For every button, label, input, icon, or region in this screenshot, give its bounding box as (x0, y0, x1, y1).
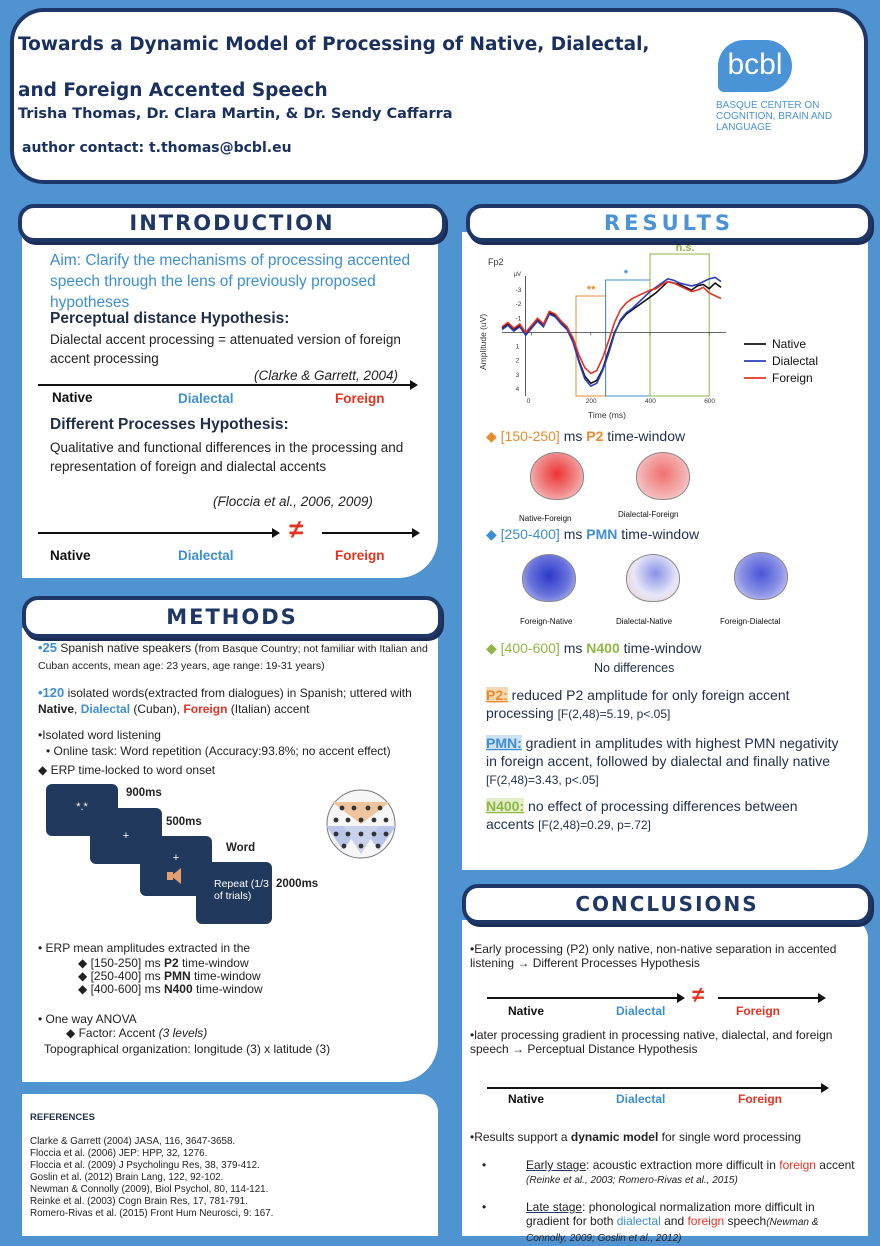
methods-stimuli (38, 685, 438, 717)
trial-time-500: 500ms (166, 816, 202, 828)
result-summary-p2-text: reduced P2 amplitude for only foreign accent processing (486, 687, 790, 721)
erp-window-n400-range: ◆ [400-600] ms (78, 982, 164, 996)
x-tick-label: 200 (585, 398, 597, 405)
result-window-n400-comp: N400 (586, 640, 620, 656)
late-stage-and: and (660, 1214, 688, 1228)
x-tick-label: 600 (704, 398, 716, 405)
late-stage-cite: (Newman & Connolly, 2009; Goslin et al., 2012) (526, 1217, 819, 1244)
reference-item: Goslin et al. (2012) Brain Lang, 122, 92-102. (30, 1172, 224, 1183)
early-stage-desc: : acoustic extraction more difficult in (586, 1158, 780, 1172)
label-dialectal-1: Dialectal (178, 391, 234, 406)
arrow-line-2a (38, 532, 278, 534)
result-window-pmn-rest: time-window (617, 526, 700, 542)
results-banner: RESULTS (466, 204, 872, 242)
aim-label: Aim (50, 252, 77, 269)
concl-label-dialectal-2: Dialectal (616, 1092, 666, 1106)
hypothesis-2-text: Qualitative and functional differences in the processing and representation of foreign and dialectal accents (50, 440, 404, 474)
result-summary-p2-stat: [F(2,48)=5.19, p<.05] (557, 707, 671, 721)
early-stage-accent: accent (815, 1158, 855, 1172)
topomap-foreign-native (522, 554, 576, 602)
y-tick-label: -3 (515, 287, 522, 295)
early-stage-cite: (Reinke et al., 2003; Romero-Rivas et al., 2015) (526, 1175, 738, 1186)
result-summary-n400-label: N400: (486, 798, 525, 814)
result-window-n400 (486, 640, 701, 657)
series-line-foreign (502, 282, 721, 374)
methods-task: • Online task: Word repetition (Accuracy:93.8%; no accent effect) (46, 744, 391, 758)
aim-body: : Clarify the mechanisms of processing accented speech through the lens of previously proposed hypotheses (50, 252, 411, 311)
erp-chart (474, 240, 854, 426)
anova-factor-levels: (3 levels) (158, 1026, 208, 1040)
stimuli-comma: , (74, 702, 81, 716)
not-equal-symbol: ≠ (289, 514, 304, 544)
result-window-pmn-ms: ms (559, 526, 587, 542)
conclusion-dynamic-bold: dynamic model (570, 1130, 659, 1144)
stimuli-count: •120 (38, 685, 65, 700)
y-tick-label: 1 (515, 343, 520, 351)
participants-detail: from Basque Country; not familiar with Italian and Cuban accents, mean age: 23 years, age range: 19-31 years) (38, 643, 428, 672)
erp-window-p2-comp: P2 (163, 956, 179, 970)
erp-window-n400-rest: time-window (192, 982, 263, 996)
time-window-significance: ** (586, 284, 596, 296)
y-tick-label: 2 (515, 357, 520, 365)
trial-time-900: 900ms (126, 787, 162, 799)
topographical-organization: Topographical organization: longitude (3) x latitude (3) (44, 1042, 331, 1056)
conclusion-dynamic-pre: •Results support a (470, 1130, 571, 1144)
conclusion-early: •Early processing (P2) only native, non-native separation in accented listening → Different Processes Hypothesis (470, 942, 837, 970)
methods-erp-onset: ◆ ERP time-locked to word onset (38, 763, 216, 777)
result-window-n400-rest: time-window (619, 640, 702, 656)
author-contact: author contact: t.thomas@bcbl.eu (22, 140, 292, 156)
concl-label-native-2: Native (508, 1092, 545, 1106)
poster-title: Towards a Dynamic Model of Processing of Native, Dialectal, and Foreign Accented Speech (18, 34, 650, 101)
legend-label-native: Native (772, 337, 807, 351)
bcbl-logo (716, 40, 846, 133)
trial-card-repeat: Repeat (1/3 of trials) (196, 862, 272, 924)
stimuli-foreign: Foreign (183, 702, 228, 716)
result-window-pmn-bullet: ◆ (486, 526, 501, 542)
methods-participants (38, 640, 438, 674)
result-summary-p2 (486, 686, 846, 723)
concl-label-native-1: Native (508, 1004, 545, 1018)
result-window-n400-bullet: ◆ (486, 640, 501, 656)
late-stage-dialectal: dialectal (616, 1214, 661, 1228)
late-stage-label: Late stage (526, 1200, 583, 1214)
chart-title: Fp2 (488, 257, 504, 267)
anova-factor (66, 1025, 466, 1041)
y-tick-label: -1 (515, 315, 522, 323)
result-summary-pmn-text: gradient in amplitudes with highest PMN negativity in foreign accent, followed by dialectal and finally native (486, 735, 839, 769)
y-tick-label: 3 (515, 371, 520, 379)
time-window-significance: n.s. (675, 242, 695, 254)
poster-authors: Trisha Thomas, Dr. Clara Martin, & Dr. Sendy Caffarra (18, 106, 453, 122)
early-stage-foreign: foreign (779, 1158, 816, 1172)
stimuli-italian: (Italian) accent (227, 702, 310, 716)
erp-window-p2-range: ◆ [150-250] ms (78, 956, 164, 970)
result-summary-n400 (486, 797, 846, 834)
early-stage-label: Early stage (526, 1158, 587, 1172)
reference-item: Newman & Connolly (2009), Biol Psychol, 80, 114-121. (30, 1184, 269, 1195)
concl-label-foreign-2: Foreign (738, 1092, 782, 1106)
anova-title: • One way ANOVA (38, 1012, 137, 1026)
trial-word-label: Word (226, 842, 256, 854)
result-window-p2-range: [150-250] (500, 428, 560, 444)
hypothesis-2-title: Different Processes Hypothesis: (50, 416, 289, 433)
trial-card-fixation: *.* (46, 784, 118, 836)
hypothesis-2-cite: (Floccia et al., 2006, 2009) (213, 494, 373, 509)
label-dialectal-2: Dialectal (178, 548, 234, 563)
early-stage-bullet: • (482, 1158, 487, 1172)
logo-badge: bcbl (718, 40, 792, 92)
erp-window-pmn-rest: time-window (190, 969, 261, 983)
topomap-dialectal-native (626, 554, 680, 602)
result-window-p2-rest: time-window (603, 428, 686, 444)
references-title: REFERENCES (30, 1112, 95, 1123)
methods-banner: METHODS (22, 596, 442, 638)
trial-card-cross: + (90, 808, 162, 864)
x-tick-label: 400 (645, 398, 656, 405)
hypothesis-1-title: Perceptual distance Hypothesis: (50, 310, 290, 327)
hypothesis-1-cite: (Clarke & Garrett, 2004) (254, 368, 399, 383)
trial-card-word-cross: + (172, 852, 180, 864)
result-summary-p2-label: P2: (486, 687, 508, 703)
erp-window-n400-comp: N400 (163, 982, 193, 996)
result-window-p2-bullet: ◆ (486, 428, 501, 444)
late-stage-desc: : phonological normalization more difficult in gradient for both (526, 1200, 815, 1228)
hypothesis-1-text: Dialectal accent processing = attenuated version of foreign accent processing (50, 332, 401, 366)
stimuli-native: Native (38, 702, 75, 716)
result-window-pmn-range: [250-400] (500, 526, 560, 542)
x-tick-label: 0 (526, 398, 531, 405)
erp-window-pmn-comp: PMN (163, 969, 191, 983)
label-native-1: Native (52, 390, 93, 405)
conclusion-dynamic-post: for single word processing (658, 1130, 802, 1144)
y-tick-label: -2 (515, 301, 522, 309)
time-window-significance: * (623, 268, 629, 280)
intro-banner: INTRODUCTION (18, 204, 446, 242)
erp-window-n400 (78, 981, 478, 997)
conclusion-dynamic-model (470, 1130, 860, 1144)
label-foreign-1: Foreign (335, 391, 385, 406)
concl-label-foreign-1: Foreign (736, 1004, 780, 1018)
y-tick-label: 4 (515, 385, 520, 393)
conclusions-banner: CONCLUSIONS (462, 884, 872, 924)
logo-text: BASQUE CENTER ON COGNITION, BRAIN AND LANGUAGE (716, 100, 833, 133)
result-window-n400-ms: ms (559, 640, 587, 656)
late-stage-bullet: • (482, 1200, 487, 1214)
topomap-dialectal-foreign (636, 452, 690, 500)
aim-text (50, 250, 440, 313)
stimuli-cuban: (Cuban), (130, 702, 184, 716)
result-window-p2-comp: P2 (586, 428, 604, 444)
result-summary-pmn-stat: [F(2,48)=3.43, p<.05] (486, 773, 599, 787)
late-stage-speech: speech (724, 1214, 767, 1228)
result-summary-pmn (486, 734, 846, 789)
speaker-icon (165, 868, 187, 884)
topomap-native-foreign (530, 452, 584, 500)
result-window-pmn (486, 526, 699, 543)
reference-item: Romero-Rivas et al. (2015) Front Hum Neurosci, 9: 167. (30, 1208, 274, 1219)
label-native-2: Native (50, 548, 91, 563)
topomap-label: Dialectal-Foreign (618, 510, 679, 519)
reference-item: Clarke & Garrett (2004) JASA, 116, 3647-3658. (30, 1136, 236, 1147)
time-window-box (650, 254, 709, 396)
erp-window-p2-rest: time-window (178, 956, 249, 970)
concl-not-equal: ≠ (692, 982, 705, 1007)
early-stage-text (526, 1158, 856, 1188)
result-window-p2 (486, 428, 685, 445)
reference-item: Floccia et al. (2009) J Psycholingu Res, 38, 379-412. (30, 1160, 260, 1171)
n400-no-differences: No differences (594, 661, 675, 675)
late-stage-text (526, 1200, 856, 1244)
concl-arrow-1b (718, 997, 824, 999)
y-unit-label: µV (513, 272, 522, 278)
participants-count: •25 (38, 640, 58, 655)
reference-item: Floccia et al. (2006) JEP: HPP, 32, 1276. (30, 1148, 208, 1159)
topomap-label: Foreign-Native (520, 617, 573, 626)
arrow-line-2b (322, 532, 418, 534)
chart-xlabel: Time (ms) (588, 410, 626, 420)
concl-arrow-2 (487, 1087, 827, 1089)
legend-label-dialectal: Dialectal (772, 354, 819, 368)
erp-amplitudes-title: • ERP mean amplitudes extracted in the (38, 941, 251, 955)
electrode-map (312, 782, 410, 866)
trial-time-2000: 2000ms (276, 878, 319, 890)
result-summary-pmn-label: PMN: (486, 735, 522, 751)
topomap-label: Native-Foreign (519, 514, 572, 523)
erp-window-pmn-range: ◆ [250-400] ms (78, 969, 164, 983)
reference-item: Reinke et al. (2003) Cogn Brain Res, 17, 781-791. (30, 1196, 248, 1207)
anova-factor-label: ◆ Factor: Accent (66, 1026, 159, 1040)
chart-ylabel: Amplitude (uV) (478, 313, 488, 370)
topomap-label: Foreign-Dialectal (720, 617, 781, 626)
result-summary-n400-text: no effect of processing differences between accents (486, 798, 798, 832)
result-summary-n400-stat: [F(2,48)=0.29, p=.72] (538, 818, 651, 832)
topomap-label: Dialectal-Native (616, 617, 673, 626)
participants-text: Spanish native speakers ( (57, 641, 199, 655)
time-window-box (576, 296, 606, 396)
label-foreign-2: Foreign (335, 548, 385, 563)
topomap-foreign-dialectal (734, 552, 788, 600)
result-window-n400-range: [400-600] (500, 640, 560, 656)
concl-label-dialectal-1: Dialectal (616, 1004, 666, 1018)
stimuli-text: isolated words(extracted from dialogues) in Spanish; uttered with (64, 686, 412, 700)
result-window-pmn-comp: PMN (586, 526, 618, 542)
arrow-line-1 (38, 384, 416, 386)
result-window-p2-ms: ms (559, 428, 587, 444)
legend-label-foreign: Foreign (772, 371, 813, 385)
late-stage-foreign: foreign (687, 1214, 725, 1228)
conclusion-late: •later processing gradient in processing native, dialectal, and foreign speech → Perceptual Distance Hypothesis (470, 1028, 833, 1056)
methods-listening: •Isolated word listening (38, 728, 161, 742)
concl-arrow-1a (487, 997, 683, 999)
stimuli-dialectal: Dialectal (80, 702, 131, 716)
